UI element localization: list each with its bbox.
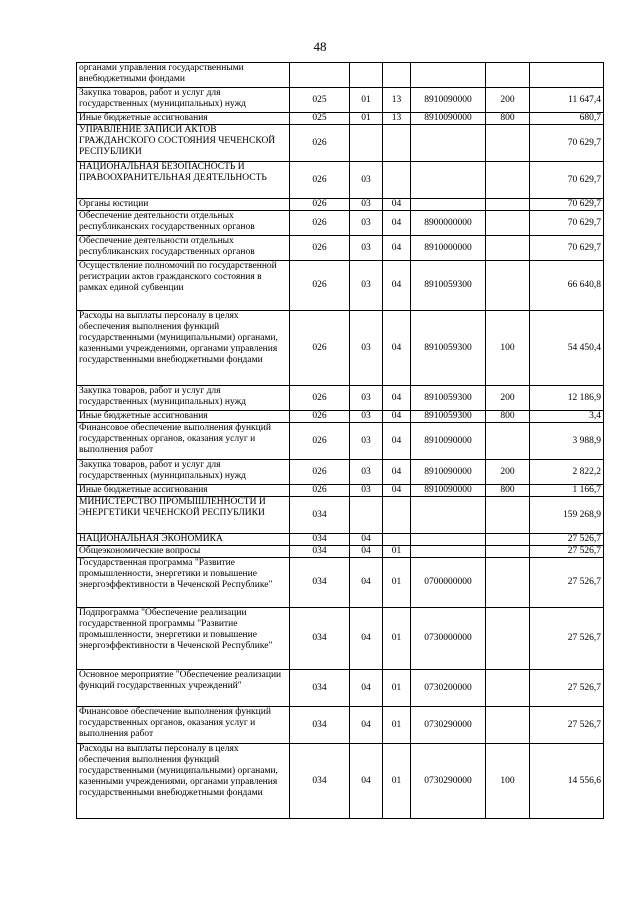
subsection-code-cell: 04	[383, 411, 411, 423]
expense-type-cell: 100	[486, 744, 530, 819]
table-row	[77, 546, 604, 558]
table-body	[77, 63, 604, 819]
amount-cell: 2 822,2	[530, 460, 604, 485]
section-code-cell	[350, 125, 383, 162]
subsection-code-cell: 04	[383, 485, 411, 497]
amount-cell: 1 166,7	[530, 485, 604, 497]
row-name-cell: Закупка товаров, работ и услуг для государственных (муниципальных) нужд	[77, 88, 290, 113]
row-name-cell: Основное мероприятие "Обеспечение реализации функций государственных учреждений"	[77, 670, 290, 707]
amount-cell: 70 629,7	[530, 162, 604, 199]
grbs-code-cell: 026	[290, 386, 350, 411]
target-article-cell	[411, 199, 486, 211]
row-name-cell: Подпрограмма "Обеспечение реализации государственной программы "Развитие промышленности, энергетики и повышение энергоэффективности в Чеченской Республике"	[77, 608, 290, 670]
expense-type-cell	[486, 423, 530, 460]
grbs-code-cell: 025	[290, 88, 350, 113]
subsection-code-cell	[383, 162, 411, 199]
target-article-cell	[411, 125, 486, 162]
grbs-code-cell: 026	[290, 311, 350, 386]
subsection-code-cell: 04	[383, 423, 411, 460]
amount-cell: 27 526,7	[530, 534, 604, 546]
table-row	[77, 125, 604, 162]
grbs-code-cell: 034	[290, 558, 350, 608]
target-article-cell: 8910059300	[411, 261, 486, 311]
table-row	[77, 261, 604, 311]
section-code-cell: 04	[350, 534, 383, 546]
expense-type-cell: 800	[486, 113, 530, 125]
row-name-cell: Закупка товаров, работ и услуг для государственных (муниципальных) нужд	[77, 460, 290, 485]
target-article-cell: 0730290000	[411, 707, 486, 744]
amount-cell: 54 450,4	[530, 311, 604, 386]
grbs-code-cell: 026	[290, 125, 350, 162]
expense-type-cell: 800	[486, 411, 530, 423]
section-code-cell: 01	[350, 113, 383, 125]
amount-cell: 3,4	[530, 411, 604, 423]
subsection-code-cell: 04	[383, 460, 411, 485]
table-row	[77, 497, 604, 534]
table-row	[77, 162, 604, 199]
section-code-cell: 04	[350, 670, 383, 707]
section-code-cell	[350, 63, 383, 88]
section-code-cell: 04	[350, 608, 383, 670]
section-code-cell: 03	[350, 460, 383, 485]
amount-cell: 27 526,7	[530, 707, 604, 744]
row-name-cell: НАЦИОНАЛЬНАЯ ЭКОНОМИКА	[77, 534, 290, 546]
table-row	[77, 707, 604, 744]
section-code-cell: 04	[350, 558, 383, 608]
subsection-code-cell	[383, 125, 411, 162]
row-name-cell: Иные бюджетные ассигнования	[77, 485, 290, 497]
grbs-code-cell: 034	[290, 546, 350, 558]
table-row	[77, 744, 604, 819]
amount-cell: 3 988,9	[530, 423, 604, 460]
row-name-cell: Обеспечение деятельности отдельных республиканских государственных органов	[77, 236, 290, 261]
subsection-code-cell	[383, 63, 411, 88]
amount-cell: 11 647,4	[530, 88, 604, 113]
table-row	[77, 534, 604, 546]
expense-type-cell	[486, 534, 530, 546]
expense-type-cell	[486, 707, 530, 744]
target-article-cell: 0730000000	[411, 608, 486, 670]
subsection-code-cell: 04	[383, 261, 411, 311]
target-article-cell: 8910059300	[411, 386, 486, 411]
amount-cell	[530, 63, 604, 88]
section-code-cell: 03	[350, 411, 383, 423]
row-name-cell: Закупка товаров, работ и услуг для государственных (муниципальных) нужд	[77, 386, 290, 411]
target-article-cell	[411, 546, 486, 558]
grbs-code-cell: 034	[290, 707, 350, 744]
table-row	[77, 670, 604, 707]
expense-type-cell	[486, 199, 530, 211]
table-row	[77, 460, 604, 485]
expense-type-cell: 200	[486, 460, 530, 485]
expense-type-cell	[486, 236, 530, 261]
page-number: 48	[313, 39, 327, 54]
subsection-code-cell	[383, 534, 411, 546]
row-name-cell: УПРАВЛЕНИЕ ЗАПИСИ АКТОВ ГРАЖДАНСКОГО СОСТОЯНИЯ ЧЕЧЕНСКОЙ РЕСПУБЛИКИ	[77, 125, 290, 162]
table-row	[77, 113, 604, 125]
amount-cell: 27 526,7	[530, 608, 604, 670]
row-name-cell: НАЦИОНАЛЬНАЯ БЕЗОПАСНОСТЬ И ПРАВООХРАНИТЕЛЬНАЯ ДЕЯТЕЛЬНОСТЬ	[77, 162, 290, 199]
subsection-code-cell: 01	[383, 707, 411, 744]
section-code-cell: 03	[350, 386, 383, 411]
row-name-cell: Государственная программа "Развитие промышленности, энергетики и повышение энергоэффективности в Чеченской Республике"	[77, 558, 290, 608]
section-code-cell: 03	[350, 236, 383, 261]
row-name-cell: Расходы на выплаты персоналу в целях обеспечения выполнения функций государственными (муниципальными) органами, казенными учреждениями, органами управления государственными внебюджетными фондами	[77, 744, 290, 819]
grbs-code-cell: 026	[290, 261, 350, 311]
expense-type-cell	[486, 211, 530, 236]
table-row	[77, 211, 604, 236]
expense-type-cell	[486, 546, 530, 558]
grbs-code-cell	[290, 63, 350, 88]
grbs-code-cell: 034	[290, 497, 350, 534]
amount-cell: 14 556,6	[530, 744, 604, 819]
section-code-cell: 04	[350, 546, 383, 558]
grbs-code-cell: 026	[290, 211, 350, 236]
expense-type-cell: 200	[486, 386, 530, 411]
table-row	[77, 88, 604, 113]
section-code-cell: 03	[350, 162, 383, 199]
amount-cell: 27 526,7	[530, 670, 604, 707]
amount-cell: 70 629,7	[530, 236, 604, 261]
table-row	[77, 423, 604, 460]
expense-type-cell	[486, 497, 530, 534]
section-code-cell: 04	[350, 707, 383, 744]
subsection-code-cell: 13	[383, 88, 411, 113]
subsection-code-cell: 01	[383, 558, 411, 608]
row-name-cell: Финансовое обеспечение выполнения функций государственных органов, оказания услуг и выполнения работ	[77, 423, 290, 460]
table-row	[77, 485, 604, 497]
expense-type-cell	[486, 670, 530, 707]
section-code-cell	[350, 497, 383, 534]
section-code-cell: 03	[350, 485, 383, 497]
target-article-cell	[411, 162, 486, 199]
target-article-cell: 8910090000	[411, 460, 486, 485]
subsection-code-cell: 01	[383, 744, 411, 819]
row-name-cell: Осуществление полномочий по государственной регистрации актов гражданского состояния в рамках единой субвенции	[77, 261, 290, 311]
row-name-cell: Иные бюджетные ассигнования	[77, 113, 290, 125]
table-row	[77, 386, 604, 411]
amount-cell: 159 268,9	[530, 497, 604, 534]
row-name-cell: Органы юстиции	[77, 199, 290, 211]
expense-type-cell	[486, 608, 530, 670]
expense-type-cell: 100	[486, 311, 530, 386]
target-article-cell: 8910090000	[411, 423, 486, 460]
subsection-code-cell: 04	[383, 211, 411, 236]
target-article-cell	[411, 497, 486, 534]
amount-cell: 70 629,7	[530, 211, 604, 236]
row-name-cell: Расходы на выплаты персоналу в целях обеспечения выполнения функций государственными (муниципальными) органами, казенными учреждениями, органами управления государственными внебюджетными фондами	[77, 311, 290, 386]
table-row	[77, 411, 604, 423]
subsection-code-cell: 04	[383, 386, 411, 411]
target-article-cell: 8910059300	[411, 311, 486, 386]
amount-cell: 66 640,8	[530, 261, 604, 311]
subsection-code-cell: 01	[383, 608, 411, 670]
grbs-code-cell: 026	[290, 411, 350, 423]
grbs-code-cell: 034	[290, 534, 350, 546]
grbs-code-cell: 026	[290, 236, 350, 261]
row-name-cell: Обеспечение деятельности отдельных республиканских государственных органов	[77, 211, 290, 236]
expense-type-cell: 200	[486, 88, 530, 113]
expense-type-cell	[486, 63, 530, 88]
amount-cell: 680,7	[530, 113, 604, 125]
target-article-cell: 8910090000	[411, 485, 486, 497]
amount-cell: 70 629,7	[530, 125, 604, 162]
subsection-code-cell: 04	[383, 199, 411, 211]
target-article-cell: 8910059300	[411, 411, 486, 423]
target-article-cell: 8900000000	[411, 211, 486, 236]
table-row	[77, 311, 604, 386]
grbs-code-cell: 026	[290, 423, 350, 460]
grbs-code-cell: 026	[290, 199, 350, 211]
target-article-cell: 8910090000	[411, 113, 486, 125]
subsection-code-cell: 04	[383, 311, 411, 386]
subsection-code-cell: 01	[383, 546, 411, 558]
target-article-cell: 0700000000	[411, 558, 486, 608]
expense-type-cell	[486, 261, 530, 311]
target-article-cell: 8910000000	[411, 236, 486, 261]
target-article-cell: 8910090000	[411, 88, 486, 113]
expense-type-cell	[486, 162, 530, 199]
grbs-code-cell: 026	[290, 162, 350, 199]
target-article-cell: 0730290000	[411, 744, 486, 819]
amount-cell: 27 526,7	[530, 546, 604, 558]
row-name-cell: Финансовое обеспечение выполнения функций государственных органов, оказания услуг и выполнения работ	[77, 707, 290, 744]
grbs-code-cell: 025	[290, 113, 350, 125]
row-name-cell: Общеэкономические вопросы	[77, 546, 290, 558]
subsection-code-cell: 01	[383, 670, 411, 707]
row-name-cell: Иные бюджетные ассигнования	[77, 411, 290, 423]
expense-type-cell: 800	[486, 485, 530, 497]
grbs-code-cell: 034	[290, 670, 350, 707]
section-code-cell: 03	[350, 423, 383, 460]
section-code-cell: 04	[350, 744, 383, 819]
target-article-cell	[411, 534, 486, 546]
section-code-cell: 03	[350, 311, 383, 386]
table-row	[77, 236, 604, 261]
amount-cell: 27 526,7	[530, 558, 604, 608]
section-code-cell: 01	[350, 88, 383, 113]
budget-table	[76, 62, 604, 819]
subsection-code-cell	[383, 497, 411, 534]
grbs-code-cell: 026	[290, 485, 350, 497]
section-code-cell: 03	[350, 211, 383, 236]
section-code-cell: 03	[350, 261, 383, 311]
amount-cell: 70 629,7	[530, 199, 604, 211]
target-article-cell	[411, 63, 486, 88]
row-name-cell: органами управления государственными внебюджетными фондами	[77, 63, 290, 88]
expense-type-cell	[486, 558, 530, 608]
subsection-code-cell: 13	[383, 113, 411, 125]
table-row	[77, 199, 604, 211]
amount-cell: 12 186,9	[530, 386, 604, 411]
table-row	[77, 608, 604, 670]
table-row	[77, 63, 604, 88]
grbs-code-cell: 026	[290, 460, 350, 485]
expense-type-cell	[486, 125, 530, 162]
table-row	[77, 558, 604, 608]
target-article-cell: 0730200000	[411, 670, 486, 707]
subsection-code-cell: 04	[383, 236, 411, 261]
row-name-cell: МИНИСТЕРСТВО ПРОМЫШЛЕННОСТИ И ЭНЕРГЕТИКИ ЧЕЧЕНСКОЙ РЕСПУБЛИКИ	[77, 497, 290, 534]
section-code-cell: 03	[350, 199, 383, 211]
grbs-code-cell: 034	[290, 744, 350, 819]
grbs-code-cell: 034	[290, 608, 350, 670]
